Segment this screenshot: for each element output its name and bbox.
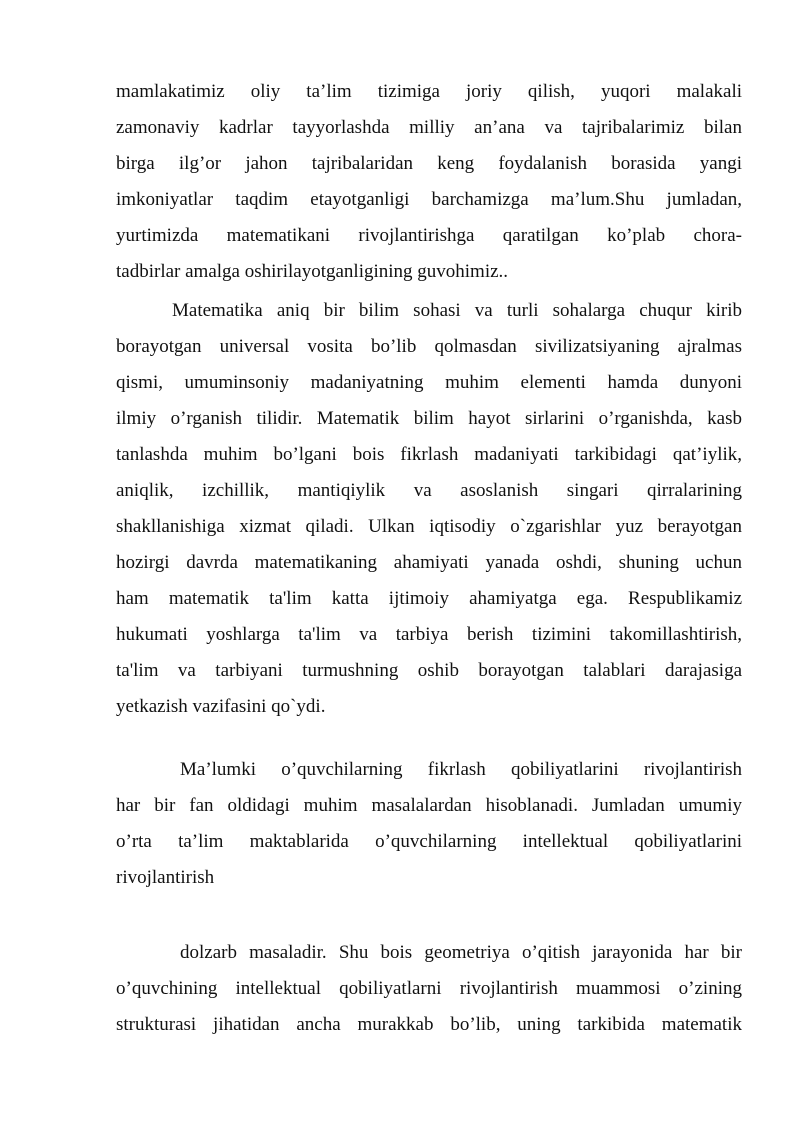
text-line: ilmiy o’rganish tilidir. Matematik bilim hayot sirlarini o’rganishda, kasb (116, 408, 742, 429)
text-line: yurtimizda matematikani rivojlantirishga qaratilgan ko’plab chora- (116, 225, 742, 246)
text-line: shakllanishiga xizmat qiladi. Ulkan iqtisodiy o`zgarishlar yuz berayotgan (116, 516, 742, 537)
text-line: rivojlantirish (116, 867, 215, 888)
text-line: tadbirlar amalga oshirilayotganligining guvohimiz.. (116, 261, 509, 282)
text-line: har bir fan oldidagi muhim masalalardan hisoblanadi. Jumladan umumiy (116, 795, 742, 816)
text-line: hozirgi davrda matematikaning ahamiyati yanada oshdi, shuning uchun (116, 552, 742, 573)
text-line: o’quvchining intellektual qobiliyatlarni rivojlantirish muammosi o’zining (116, 978, 742, 999)
text-line: tanlashda muhim bo’lgani bois fikrlash madaniyati tarkibidagi qat’iylik, (116, 444, 742, 465)
text-line: birga ilg’or jahon tajribalaridan keng foydalanish borasida yangi (116, 153, 742, 174)
text-line: aniqlik, izchillik, mantiqiylik va asoslanish singari qirralarining (116, 480, 742, 501)
text-line: ham matematik ta'lim katta ijtimoiy ahamiyatga ega. Respublikamiz (116, 588, 742, 609)
text-line: o’rta ta’lim maktablarida o’quvchilarning intellektual qobiliyatlarini (116, 831, 742, 852)
text-line: strukturasi jihatidan ancha murakkab bo’lib, uning tarkibida matematik (116, 1014, 742, 1035)
text-line: imkoniyatlar taqdim etayotganligi barchamizga ma’lum.Shu jumladan, (116, 189, 742, 210)
paragraph-first-line: Matematika aniq bir bilim sohasi va turli sohalarga chuqur kirib (172, 300, 742, 321)
paragraph-first-line: dolzarb masaladir. Shu bois geometriya o’qitish jarayonida har bir (180, 942, 742, 963)
text-line: qismi, umuminsoniy madaniyatning muhim elementi hamda dunyoni (116, 372, 742, 393)
paragraph-first-line: Ma’lumki o’quvchilarning fikrlash qobiliyatlarini rivojlantirish (180, 759, 742, 780)
text-line: zamonaviy kadrlar tayyorlashda milliy an’ana va tajribalarimiz bilan (116, 117, 742, 138)
text-line: mamlakatimiz oliy ta’lim tizimiga joriy qilish, yuqori malakali (116, 81, 742, 102)
text-line: hukumati yoshlarga ta'lim va tarbiya berish tizimini takomillashtirish, (116, 624, 742, 645)
text-line: ta'lim va tarbiyani turmushning oshib borayotgan talablari darajasiga (116, 660, 742, 681)
text-line: borayotgan universal vosita bo’lib qolmasdan sivilizatsiyaning ajralmas (116, 336, 742, 357)
text-line: yetkazish vazifasini qo`ydi. (116, 696, 326, 717)
